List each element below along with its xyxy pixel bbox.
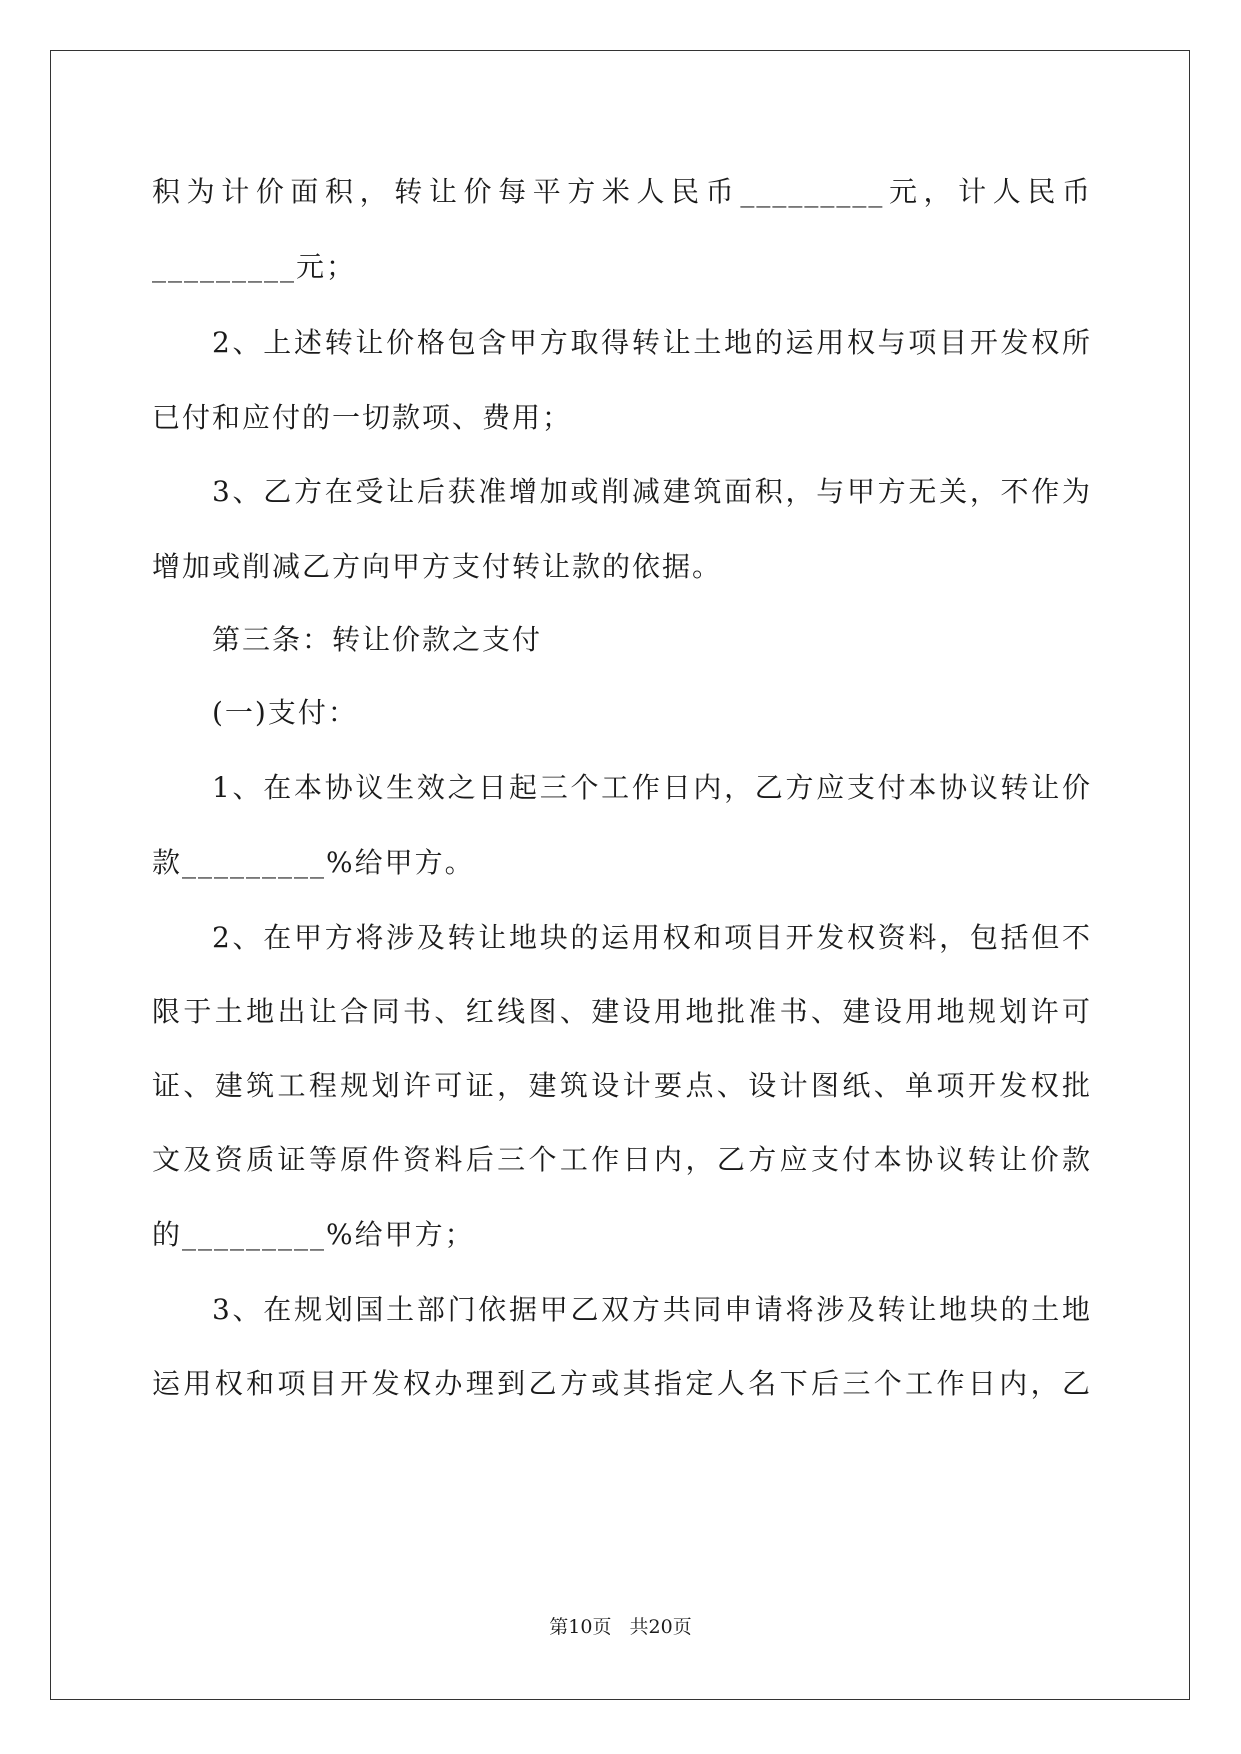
text-line: 的_________%给甲方；: [152, 1218, 475, 1251]
text-line: 2、在甲方将涉及转让地块的运用权和项目开发权资料，包括但不: [212, 921, 1092, 954]
section-heading: 第三条：转让价款之支付: [212, 623, 543, 656]
text-line: 文及资质证等原件资料后三个工作日内，乙方应支付本协议转让价款: [152, 1143, 1092, 1176]
text-line: 3、乙方在受让后获准增加或削减建筑面积，与甲方无关，不作为: [212, 475, 1092, 508]
text-line: 2、上述转让价格包含甲方取得转让土地的运用权与项目开发权所: [212, 326, 1092, 359]
subsection-heading: (一)支付：: [212, 696, 358, 729]
page-number: 第10页: [549, 1616, 612, 1638]
text-line: 证、建筑工程规划许可证，建筑设计要点、设计图纸、单项开发权批: [152, 1069, 1092, 1102]
text-line: 积为计价面积，转让价每平方米人民币_________元，计人民币: [152, 175, 1092, 208]
text-line: 款_________%给甲方。: [152, 846, 475, 879]
text-line: _________元；: [152, 250, 357, 283]
text-line: 运用权和项目开发权办理到乙方或其指定人名下后三个工作日内，乙: [152, 1367, 1092, 1400]
text-line: 3、在规划国土部门依据甲乙双方共同申请将涉及转让地块的土地: [212, 1293, 1092, 1326]
text-line: 已付和应付的一切款项、费用；: [152, 401, 573, 434]
page-footer: [0, 1615, 1241, 1639]
text-line: 限于土地出让合同书、红线图、建设用地批准书、建设用地规划许可: [152, 995, 1092, 1028]
page-total: 共20页: [629, 1616, 692, 1638]
text-line: 1、在本协议生效之日起三个工作日内，乙方应支付本协议转让价: [212, 771, 1092, 804]
text-line: 增加或削减乙方向甲方支付转让款的依据。: [152, 550, 723, 583]
